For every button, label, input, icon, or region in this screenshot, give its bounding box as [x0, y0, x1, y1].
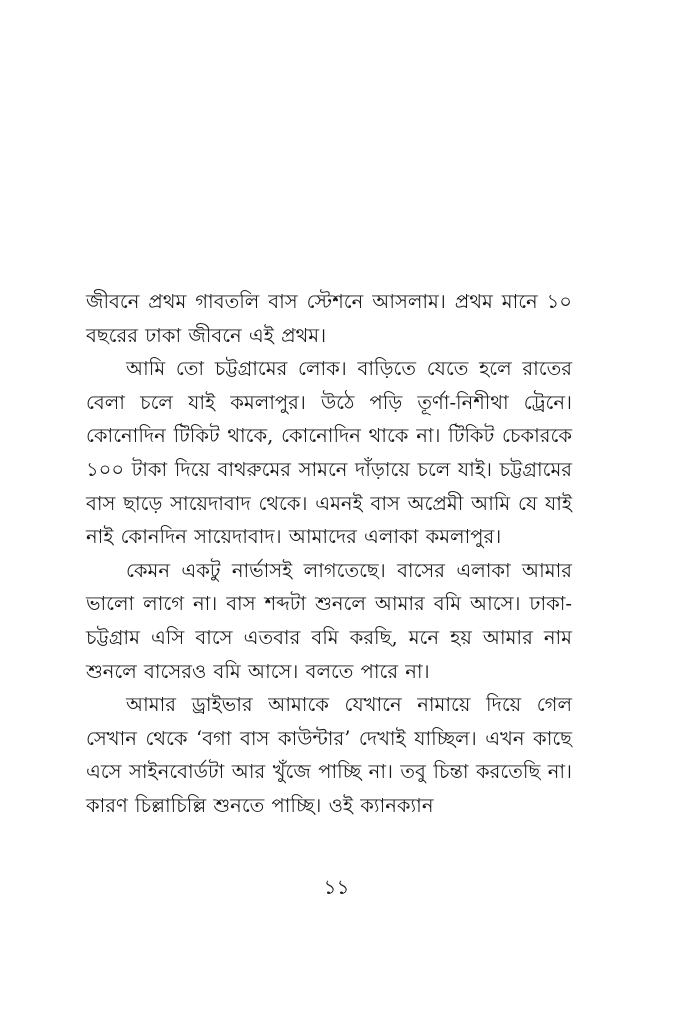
paragraph-4: আমার ড্রাইভার আমাকে যেখানে নামায়ে দিয়ে গেল সেখান থেকে ‘বগা বাস কাউন্টার’ দেখাই যাচ্ছিল। এখন কাছে এসে সাইনবোর্ডটা আর খুঁজে পাচ্ছি না। তবু চিন্তা করতেছি না। কারণ চিল্লাচিল্লি শুনতে পাচ্ছি। ওই ক্যানক্যান [86, 693, 572, 817]
page-body [86, 285, 572, 823]
paragraph-1: জীবনে প্রথম গাবতলি বাস স্টেশনে আসলাম। প্রথম মানে ১০ বছরের ঢাকা জীবনে এই প্রথম। [86, 290, 572, 347]
paragraph-3: কেমন একটু নার্ভাসই লাগতেছে। বাসের এলাকা আমার ভালো লাগে না। বাস শব্দটা শুনলে আমার বমি আসে। ঢাকা-চট্টগ্রাম এসি বাসে এতবার বমি করছি, মনে হয় আমার নাম শুনলে বাসেরও বমি আসে। বলতে পারে না। [86, 558, 572, 683]
page-number: ১১ [323, 875, 350, 899]
paragraph-2: আমি তো চট্টগ্রামের লোক। বাড়িতে যেতে হলে রাতের বেলা চলে যাই কমলাপুর। উঠে পড়ি তূর্ণা-নিশীথা ট্রেনে। কোনোদিন টিকিট থাকে, কোনোদিন থাকে না। টিকিট চেকারকে ১০০ টাকা দিয়ে বাথরুমের সামনে দাঁড়ায়ে চলে যাই। চট্টগ্রামের বাস ছাড়ে সায়েদাবাদ থেকে। এমনই বাস অপ্রেমী আমি যে যাই নাই কোনদিন সায়েদাবাদ। আমাদের এলাকা কমলাপুর। [86, 357, 572, 549]
